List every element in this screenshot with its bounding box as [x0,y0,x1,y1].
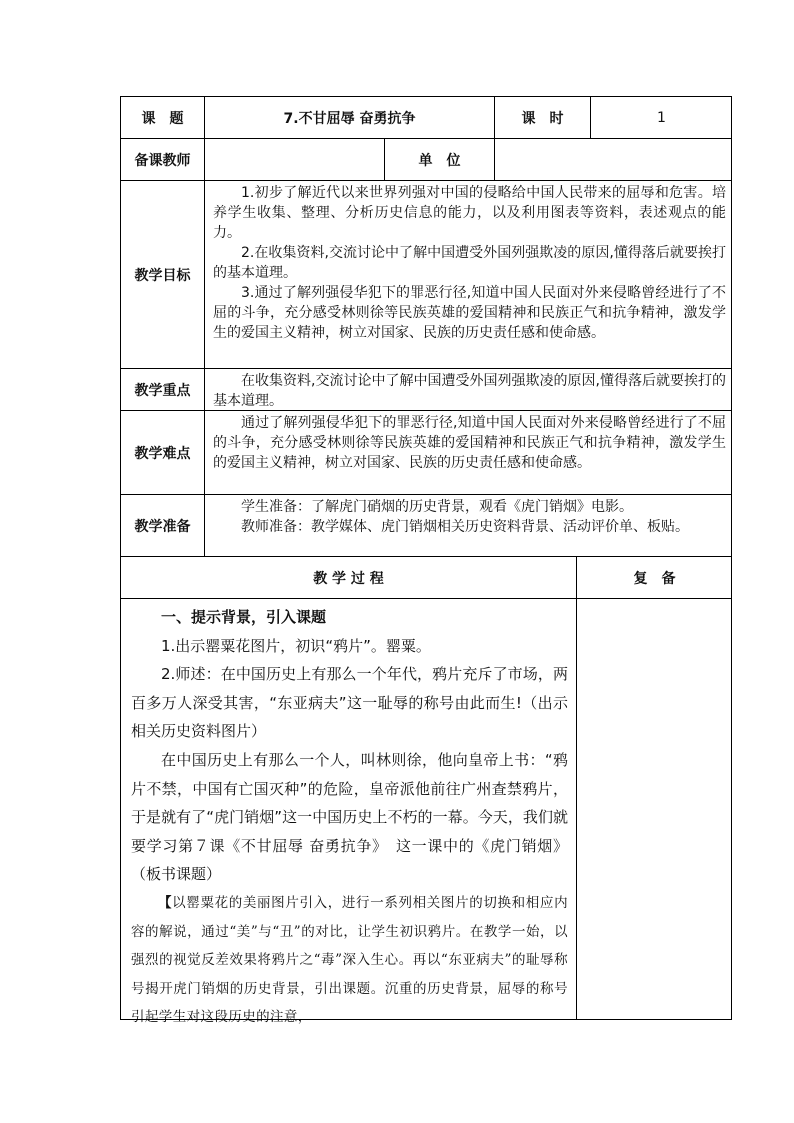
lesson-plan-table [120,96,732,1026]
review-content [576,598,732,1020]
key-points-text: 在收集资料,交流讨论中了解中国遭受外国列强欺凌的原因,懂得落后就要挨打的基本道理。 [213,373,726,409]
process-paragraph: 1.出示罂粟花图片，初识“鸦片”。罂粟。 [161,636,431,655]
unit-value [494,138,732,180]
preparation-label: 教学准备 [120,494,204,556]
note-bracket: 【 [158,894,173,911]
key-points-label: 教学重点 [120,368,204,410]
process-content [120,598,576,1026]
topic-label: 课 题 [120,96,204,138]
process-heading: 一、提示背景，引入课题 [161,608,327,626]
process-paragraph: 2.师述：在中国历史上有那么一个年代，鸦片充斥了市场，两百多万人深受其害，“东亚病夫”这一耻辱的称号由此而生!（出示相关历史资料图片） [131,665,568,741]
unit-label: 单 位 [384,138,494,180]
note-text: 以罂粟花的美丽图片引入，进行一系列相关图片的切换和相应内容的解说，通过“美”与“丑”的对比，让学生初识鸦片。在教学一始，以强烈的视觉反差效果将鸦片之“毒”深入生心。再以“东亚病夫”的耻辱称号揭开虎门销烟的历史背景，引出课题。沉重的历史背景，屈辱的称号引起学生对这段历史的注意， [131,894,568,1026]
objective-item: 2.在收集资料,交流讨论中了解中国遭受外国列强欺凌的原因,懂得落后就要挨打的基本道理。 [213,245,726,281]
objectives-label: 教学目标 [120,180,204,368]
objective-item: 3.通过了解列强侵华犯下的罪恶行径,知道中国人民面对外来侵略曾经进行了不屈的斗争，充分感受林则徐等民族英雄的爱国精神和民族正气和抗争精神，激发学生的爱国主义精神，树立对国家、民族的历史责任感和使命感。 [213,285,726,341]
period-label: 课 时 [494,96,590,138]
difficulties-text: 通过了解列强侵华犯下的罪恶行径,知道中国人民面对外来侵略曾经进行了不屈的斗争，充分感受林则徐等民族英雄的爱国精神和民族正气和抗争精神，激发学生的爱国主义精神，树立对国家、民族的历史责任感和使命感。 [213,415,726,471]
objectives-content [204,180,732,368]
design-note [131,889,568,1032]
preparation-item: 教师准备：教学媒体、虎门销烟相关历史资料背景、活动评价单、板贴。 [241,519,689,535]
difficulties-content [204,410,732,494]
teacher-label: 备课教师 [120,138,204,180]
process-paragraph: 在中国历史上有那么一个人，叫林则徐，他向皇帝上书：“鸦片不禁，中国有亡国灭种”的危险，皇帝派他前往广州查禁鸦片，于是就有了“虎门销烟”这一中国历史上不朽的一幕。今天，我们就要学习第７课《不甘屈辱 奋勇抗争》 这一课中的《虎门销烟》（板书课题） [131,750,568,884]
teacher-value [204,138,384,180]
review-header: 复 备 [576,556,732,598]
preparation-content [204,494,732,556]
difficulties-label: 教学难点 [120,410,204,494]
preparation-item: 学生准备：了解虎门硝烟的历史背景，观看《虎门销烟》电影。 [241,499,633,515]
process-header: 教 学 过 程 [120,556,576,598]
key-points-content [204,368,732,410]
topic-value: 7.不甘屈辱 奋勇抗争 [204,96,494,138]
period-value: 1 [590,96,732,138]
objective-item: 1.初步了解近代以来世界列强对中国的侵略给中国人民带来的屈辱和危害。培养学生收集、整理、分析历史信息的能力，以及利用图表等资料，表述观点的能力。 [213,185,726,241]
